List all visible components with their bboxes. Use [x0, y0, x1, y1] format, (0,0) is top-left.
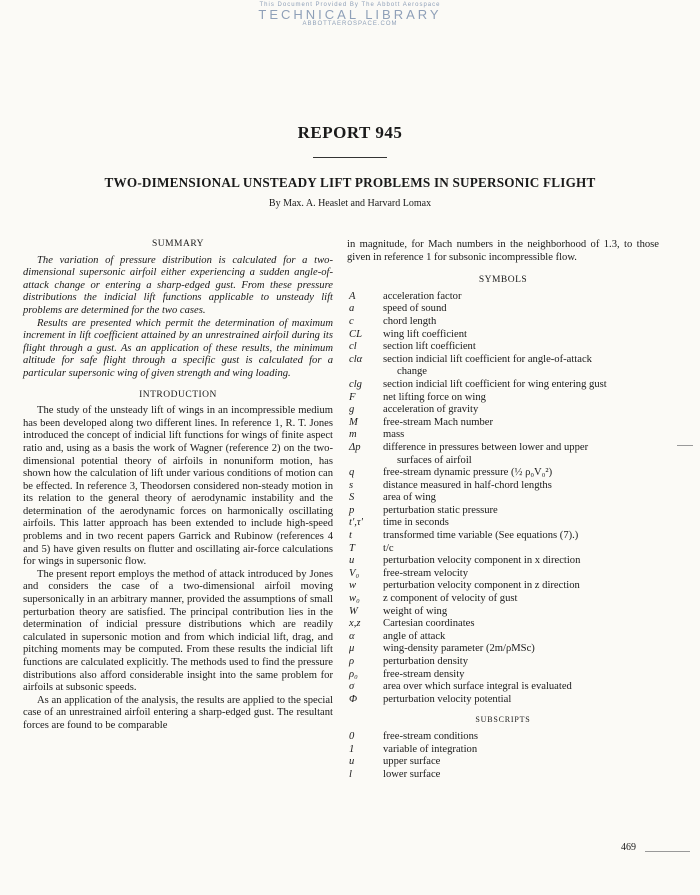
symbol-description — [383, 606, 659, 619]
symbol-row — [347, 316, 659, 329]
watermark-url: ABBOTTAEROSPACE.COM — [302, 21, 398, 27]
intro-paragraph-3-continued: in magnitude, for Mach numbers in the neighborhood of 1.3, to those given in reference 1 for subsonic incompressible flow. — [347, 239, 659, 263]
symbol-row — [347, 606, 659, 619]
subscript-description-text: free-stream conditions — [383, 730, 479, 742]
symbol-row — [347, 568, 659, 581]
subscripts-list — [347, 731, 659, 781]
summary-paragraph-2: Results are presented which permit the determination of maximum increment in lift coefficient attained by an unrestrained airfoil during its flight through a gust. As an application of these results, the minimum altitude for safe flight through a specific gust is calculated for a particular supersonic wing of given strength and wing loading. — [23, 317, 333, 379]
symbol-description-text: t/c — [383, 542, 394, 554]
symbol-description-text: free-stream Mach number — [383, 416, 494, 428]
symbol-row — [347, 303, 659, 316]
symbol-symbol: α — [349, 630, 355, 642]
symbol-description-text: perturbation density — [383, 656, 469, 667]
symbol-symbol: Δp — [349, 441, 361, 453]
subscript-description-text: variable of integration — [383, 743, 478, 755]
symbols-list — [347, 291, 659, 707]
symbol-row — [347, 694, 659, 707]
symbol-row — [347, 392, 659, 405]
symbol-description-text: chord length — [383, 315, 437, 327]
symbol-description-text: perturbation velocity component in x direction — [383, 555, 581, 567]
subscript-row — [347, 731, 659, 744]
symbol-description-text: perturbation velocity potential — [383, 693, 512, 705]
subscript-description-text: lower surface — [383, 768, 441, 780]
symbol-row — [347, 429, 659, 442]
symbol-description — [383, 505, 659, 518]
symbol-row — [347, 530, 659, 543]
symbol-symbol: ρ — [349, 656, 355, 667]
symbol-symbol: t — [349, 530, 352, 542]
symbol-description — [383, 329, 659, 342]
introduction-heading: INTRODUCTION — [139, 389, 217, 400]
symbol-symbol: W — [349, 605, 358, 617]
symbol-description-text: wing lift coefficient — [383, 328, 467, 340]
symbol-row — [347, 492, 659, 505]
symbol-symbol: clα — [349, 353, 363, 365]
symbol-description — [383, 316, 659, 329]
symbol-description — [383, 530, 659, 543]
subscript-description-text: upper surface — [383, 756, 441, 768]
symbol-description-text: mass — [383, 429, 405, 441]
subscript-row — [347, 756, 659, 769]
symbol-description — [383, 517, 659, 530]
symbol-row — [347, 354, 659, 379]
subscript-symbol: 1 — [349, 743, 355, 755]
symbol-symbol: Φ — [349, 693, 358, 705]
summary-paragraph-1: The variation of pressure distribution is calculated for a two-dimensional supersonic airfoil either experiencing a sudden angle-of-attack change or entering a sharp-edged gust. From these pressure distributions the indicial lift functions applicable to unsteady lift problems are determined for the two cases. — [23, 254, 333, 316]
symbol-description — [383, 291, 659, 304]
symbol-row — [347, 480, 659, 493]
symbol-row — [347, 517, 659, 530]
symbol-row — [347, 505, 659, 518]
symbol-description-text: free-stream density — [383, 668, 465, 680]
symbol-description — [383, 543, 659, 556]
symbol-row — [347, 656, 659, 669]
symbol-description — [383, 417, 659, 430]
symbol-row — [347, 643, 659, 656]
watermark — [0, 2, 700, 27]
symbol-description-text: distance measured in half-chord lengths — [383, 479, 552, 491]
symbol-description-text: Cartesian coordinates — [383, 618, 475, 630]
symbol-symbol: w — [349, 580, 357, 592]
symbol-row — [347, 631, 659, 644]
symbol-description — [383, 631, 659, 644]
symbol-row — [347, 341, 659, 354]
symbol-symbol: M — [349, 416, 358, 428]
intro-paragraph-2: The present report employs the method of attack introduced by Jones and considers the case of a two-dimensional airfoil moving supersonically in an arbitrary manner, provided the assumptions of small perturbation theory are satisfied. The principal contribution lies in the determination of indicial pressure distributions which are readily calculated in supersonic motion and from which indicial lift, drag, and pitching moments may be computed. From these results the indicial lift functions are calculated explicitly. The methods used to find the pressure distributions also afford considerable insight into the same problem for airfoils at subsonic speeds. — [23, 568, 333, 694]
symbol-symbol: clg — [349, 378, 362, 390]
symbol-symbol: cl — [349, 341, 357, 353]
subscript-description — [383, 769, 659, 782]
symbol-description — [383, 354, 659, 379]
symbol-description-text: acceleration of gravity — [383, 404, 479, 416]
symbol-description-text: section lift coefficient — [383, 341, 476, 353]
symbol-symbol: w₀ — [349, 593, 360, 605]
symbol-description-text: weight of wing — [383, 605, 448, 617]
symbol-description — [383, 618, 659, 631]
symbol-row — [347, 580, 659, 593]
symbol-symbol: S — [349, 492, 355, 504]
symbol-description — [383, 429, 659, 442]
symbol-row — [347, 543, 659, 556]
symbol-description-text: section indicial lift coefficient for wing entering gust — [383, 378, 607, 390]
symbol-symbol: x,z — [349, 618, 361, 630]
symbol-row — [347, 593, 659, 606]
symbol-symbol: u — [349, 555, 355, 567]
watermark-line1: This Document Provided By The Abbott Aerospace — [259, 2, 441, 8]
symbol-description — [383, 392, 659, 405]
symbol-symbol: A — [349, 290, 356, 302]
symbol-description-text: free-stream velocity — [383, 567, 468, 579]
symbol-row — [347, 555, 659, 568]
symbol-description — [383, 442, 659, 467]
symbol-description-text: difference in pressures between lower and upper — [383, 441, 589, 453]
symbol-symbol: t',τ' — [349, 517, 363, 529]
report-number: REPORT 945 — [297, 123, 403, 142]
symbol-row — [347, 404, 659, 417]
symbol-description — [383, 568, 659, 581]
symbol-symbol: s — [349, 479, 354, 491]
symbol-description-continued: change — [397, 366, 427, 378]
symbol-symbol: μ — [349, 643, 355, 655]
symbol-symbol: ρ₀ — [349, 668, 358, 680]
symbol-description-text: speed of sound — [383, 303, 447, 315]
symbol-row — [347, 681, 659, 694]
symbol-description — [383, 694, 659, 707]
symbol-description — [383, 593, 659, 606]
symbol-description-text: perturbation velocity component in z direction — [383, 580, 580, 592]
symbol-description-continued: surfaces of airfoil — [397, 454, 472, 466]
symbol-symbol: a — [349, 303, 355, 315]
intro-paragraph-3: As an application of the analysis, the results are applied to the special case of an unrestrained airfoil entering a sharp-edged gust. The resultant forces are found to be comparable — [23, 694, 333, 731]
symbol-description — [383, 669, 659, 682]
watermark-title: TECHNICAL LIBRARY — [258, 7, 442, 22]
subscripts-heading: SUBSCRIPTS — [475, 715, 531, 725]
subscript-symbol: u — [349, 756, 355, 768]
symbol-description-text: time in seconds — [383, 517, 449, 529]
symbol-row — [347, 467, 659, 480]
symbol-description-text: net lifting force on wing — [383, 391, 486, 403]
symbol-description-text: acceleration factor — [383, 290, 462, 302]
symbol-description — [383, 643, 659, 656]
symbol-row — [347, 618, 659, 631]
footer-rule — [645, 851, 690, 852]
symbol-description — [383, 303, 659, 316]
symbol-description — [383, 341, 659, 354]
symbol-symbol: F — [349, 391, 356, 403]
symbol-symbol: σ — [349, 681, 355, 693]
paper-title: TWO-DIMENSIONAL UNSTEADY LIFT PROBLEMS IN SUPERSONIC FLIGHT — [104, 175, 596, 190]
subscript-description — [383, 756, 659, 769]
symbol-description — [383, 404, 659, 417]
symbols-heading: SYMBOLS — [478, 275, 528, 286]
right-column — [347, 239, 659, 781]
symbol-description-text: area of wing — [383, 492, 436, 504]
left-column — [23, 238, 333, 733]
symbol-symbol: m — [349, 429, 357, 441]
symbol-symbol: c — [349, 315, 354, 327]
page-number: 469 — [621, 842, 636, 853]
symbol-row — [347, 379, 659, 392]
subscript-row — [347, 769, 659, 782]
subscript-symbol: l — [349, 768, 352, 780]
subscript-symbol: 0 — [349, 730, 355, 742]
intro-paragraph-1: The study of the unsteady lift of wings in an incompressible medium has been developed along two different lines. In reference 1, R. T. Jones introduced the concept of indicial lift functions for wings of finite aspect ratio and, using as a basis the work of Wagner (reference 2) on the two-dimensional potential theory of airfoils in nonuniform motion, has shown how the calculation of lift under various conditions of motion can be effected. In reference 3, Theodorsen considered non-steady motion in its relation to the general theory of aerodynamic instability and the determination of the aerodynamic forces on harmonically oscillating airfoils. This latter approach has been extended to include high-speed problems and in two recent papers Garrick and Rubinow (references 4 and 5) have given results on flutter and oscillating air-force calculations for wings in supersonic flow. — [23, 405, 333, 568]
subscript-description — [383, 744, 659, 757]
symbol-description-text: perturbation static pressure — [383, 504, 498, 516]
title-rule — [313, 157, 387, 158]
symbol-description — [383, 492, 659, 505]
summary-heading: SUMMARY — [151, 239, 205, 249]
symbol-description — [383, 379, 659, 392]
symbol-row — [347, 329, 659, 342]
symbol-description-text: wing-density parameter (2m/ρMSc) — [383, 643, 535, 655]
symbol-row — [347, 417, 659, 430]
symbol-description — [383, 580, 659, 593]
symbol-description-text: z component of velocity of gust — [383, 593, 518, 605]
symbol-description-text: transformed time variable (See equations (7).) — [383, 530, 579, 542]
symbol-symbol: q — [349, 467, 355, 479]
symbol-description — [383, 467, 659, 480]
subscript-description — [383, 731, 659, 744]
symbol-row — [347, 291, 659, 304]
symbol-row — [347, 669, 659, 682]
symbol-symbol: CL — [349, 328, 362, 340]
symbol-symbol: T — [349, 542, 355, 554]
symbol-description — [383, 656, 659, 669]
symbol-description-text: angle of attack — [383, 630, 446, 642]
symbol-description-text: area over which surface integral is evaluated — [383, 681, 572, 693]
margin-mark — [677, 445, 693, 446]
symbol-symbol: p — [349, 504, 355, 516]
symbol-description-text: free-stream dynamic pressure (½ ρ₀V₀²) — [383, 467, 553, 479]
symbol-row — [347, 442, 659, 467]
symbol-symbol: V₀ — [349, 567, 360, 579]
symbol-description — [383, 555, 659, 568]
authors: By Max. A. Heaslet and Harvard Lomax — [268, 198, 432, 209]
symbol-symbol: g — [349, 404, 355, 416]
symbol-description — [383, 681, 659, 694]
symbol-description — [383, 480, 659, 493]
symbol-description-text: section indicial lift coefficient for angle-of-attack — [383, 353, 592, 365]
subscript-row — [347, 744, 659, 757]
